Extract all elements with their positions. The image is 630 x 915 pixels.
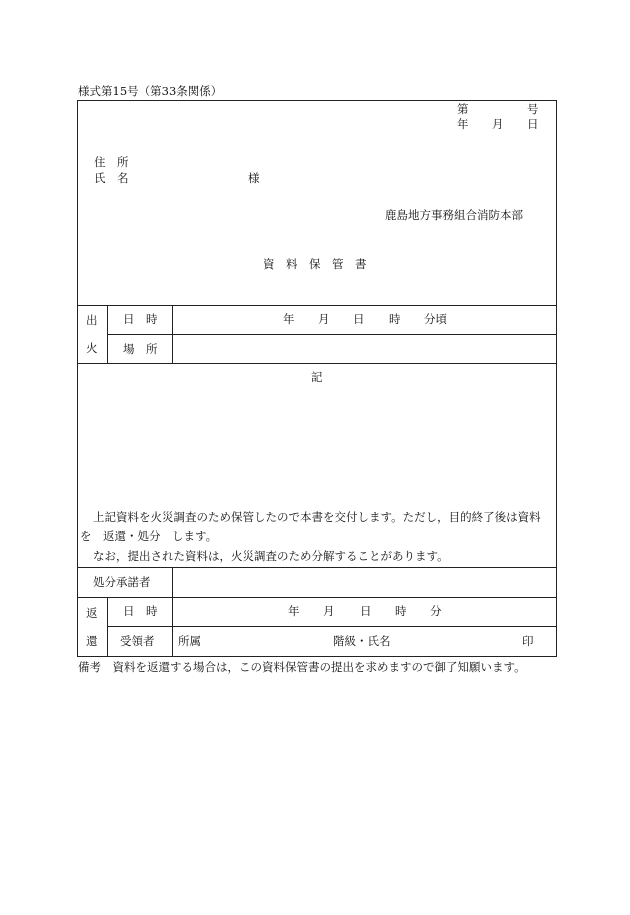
fire-minute-unit: 分頃 (424, 312, 447, 326)
return-month-unit: 月 (323, 604, 335, 618)
affiliation-label: 所属 (178, 634, 201, 648)
remarks: 備考 資料を返還する場合は，この資料保管書の提出を求めますので御了知願います。 (78, 660, 526, 674)
fire-datetime-label: 日 時 (123, 312, 158, 326)
fire-header-char-2: 火 (86, 341, 98, 355)
fire-hour-unit: 時 (389, 312, 401, 326)
disposal-approver-label: 処分承諾者 (93, 575, 151, 589)
return-day-unit: 日 (360, 604, 372, 618)
issue-year-unit: 年 (457, 117, 469, 131)
seal-mark: 印 (522, 634, 534, 648)
fire-place-label: 場 所 (123, 342, 158, 356)
fire-year-unit: 年 (283, 312, 295, 326)
form-label: 様式第15号（第33条関係） (78, 84, 223, 98)
name-label: 氏 名 (94, 171, 129, 185)
rank-name-label: 階級・氏名 (333, 634, 391, 648)
issuer-name: 鹿島地方事務組合消防本部 (385, 208, 523, 222)
return-header-char-2: 還 (86, 634, 98, 648)
return-minute-unit: 分 (430, 604, 442, 618)
return-year-unit: 年 (288, 604, 300, 618)
fire-header-char-1: 出 (86, 313, 98, 327)
number-suffix: 号 (527, 102, 539, 116)
return-hour-unit: 時 (395, 604, 407, 618)
fire-month-unit: 月 (318, 312, 330, 326)
receiver-label: 受領者 (120, 634, 155, 648)
document-title: 資 料 保 管 書 (263, 257, 367, 271)
address-label: 住 所 (94, 155, 129, 169)
fire-day-unit: 日 (353, 312, 365, 326)
issue-month-unit: 月 (492, 117, 504, 131)
return-datetime-label: 日 時 (123, 604, 158, 618)
statement-line-1: 上記資料を火災調査のため保管したので本書を交付します。ただし，目的終了後は資料 (93, 510, 541, 524)
return-header-char-1: 返 (86, 606, 98, 620)
statement-line-2: を 返還・処分 します。 (80, 529, 218, 543)
issue-day-unit: 日 (527, 117, 539, 131)
ki-marker: 記 (311, 370, 323, 384)
honorific: 様 (248, 171, 260, 185)
statement-line-3: なお，提出された資料は，火災調査のため分解することがあります。 (93, 549, 449, 563)
number-prefix: 第 (457, 102, 469, 116)
